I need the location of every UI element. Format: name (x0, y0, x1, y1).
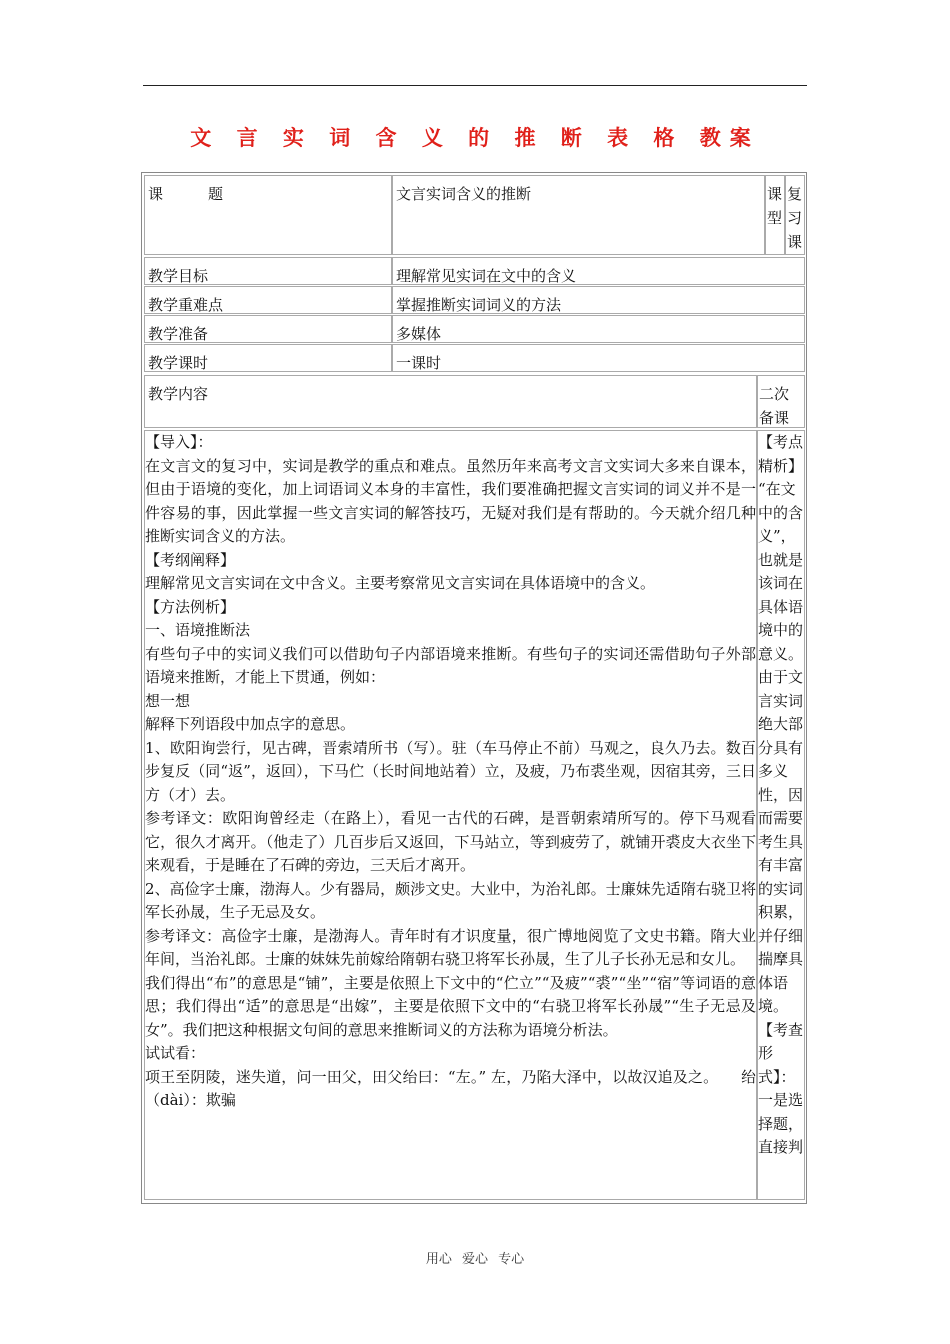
second-lesson-notes (757, 430, 805, 1200)
side-paragraph: 【考点精析】 (758, 433, 804, 475)
preparation-label-cell (144, 315, 392, 343)
row-label: 教学重难点 (148, 296, 224, 314)
footer-word: 用心 (425, 1252, 452, 1267)
type-value-cell (785, 175, 805, 255)
content-paragraph: 解释下列语段中加点字的意思。 (145, 715, 356, 733)
row-value: 掌握推断实词词义的方法 (396, 296, 562, 314)
content-paragraph: 2、高俭字士廉，渤海人。少有器局，颇涉文史。大业中，为治礼郎。士廉妹先适隋右骁卫将军长孙晟，生子无忌及女。 (145, 879, 756, 921)
objective-value-cell (392, 257, 805, 285)
content-paragraph: 【方法例析】 (145, 597, 236, 616)
content-paragraph: 参考译文：高俭字士廉，是渤海人。青年时有才识度量，很广博地阅览了文史书籍。隋大业年间，当治礼郎。士廉的妹妹先前嫁给隋朝右骁卫将军长孙晟，生了儿子长孙无忌和女儿。 (145, 926, 756, 968)
topic-value-cell (392, 175, 765, 255)
type-label: 课型 (767, 185, 783, 227)
hours-label-cell (144, 344, 392, 372)
row-label: 教学准备 (148, 325, 209, 343)
hours-value-cell (392, 344, 805, 372)
teaching-content (144, 430, 757, 1200)
content-paragraph: 试试看： (145, 1044, 206, 1062)
topic-value: 文言实词含义的推断 (396, 185, 532, 203)
page-footer (0, 1248, 950, 1267)
content-label: 教学内容 (148, 385, 209, 403)
difficulty-value-cell (392, 286, 805, 314)
content-paragraph: 【考纲阐释】 (145, 550, 236, 569)
side-label-cell (757, 375, 805, 428)
type-value: 复习课 (787, 185, 803, 251)
content-paragraph: 1、欧阳询尝行，见古碑，晋索靖所书（写）。驻（车马停止不前）马观之，良久乃去。数百步复反（同“返”，返回），下马伫（长时间地站着）立，及疲，乃布裘坐观，因宿其旁，三日方（才）去。 (145, 738, 756, 804)
type-label-cell (765, 175, 785, 255)
side-label: 二次备课 (759, 385, 790, 427)
content-paragraph: 理解常见文言实词在文中含义。主要考察常见文言实词在具体语境中的含义。 (145, 574, 656, 592)
side-paragraph: 【考查形式】： (758, 1020, 804, 1086)
row-label: 教学课时 (148, 354, 209, 372)
content-paragraph: 【导入】： (145, 433, 213, 451)
footer-word: 专心 (498, 1252, 525, 1267)
row-value: 多媒体 (396, 325, 442, 343)
content-paragraph: 我们得出“布”的意思是“铺”，主要是依照上下文中的“伫立”“及疲”“裘”“坐”“宿”等词语的意思；我们得出“适”的意思是“出嫁”，主要是依照下文中的“右骁卫将军长孙晟”“生子无忌及女”。我们把这种根据文句间的意思来推断词义的方法称为语境分析法。 (145, 973, 756, 1039)
content-paragraph: 参考译文：欧阳询曾经走（在路上），看见一古代的石碑，是晋朝索靖所写的。停下马观看它，很久才离开。（他走了）几百步后又返回，下马站立，等到疲劳了，就铺开裘皮大衣坐下来观看，于是睡在了石碑的旁边，三天后才离开。 (145, 809, 756, 874)
content-paragraph: 想一想 (145, 691, 191, 710)
footer-word: 爱心 (461, 1252, 488, 1267)
header-rule (143, 85, 807, 86)
side-paragraph: “在文中的含义”，也就是该词在具体语境中的意义。由于文言实词绝大部分具有多义性，因而需要考生具有丰富的实词积累，并仔细揣摩具体语境。 (758, 480, 804, 1015)
content-paragraph: 有些句子中的实词义我们可以借助句子内部语境来推断。有些句子的实词还需借助句子外部语境来推断，才能上下贯通，例如： (145, 644, 756, 686)
difficulty-label-cell (144, 286, 392, 314)
row-value: 一课时 (396, 354, 442, 372)
content-paragraph: 在文言文的复习中，实词是教学的重点和难点。虽然历年来高考文言文实词大多来自课本，但由于语境的变化，加上词语词义本身的丰富性，我们要准确把握文言实词的词义并不是一件容易的事，因此掌握一些文言实词的解答技巧，无疑对我们是有帮助的。今天就介绍几种推断实词含义的方法。 (145, 456, 756, 545)
objective-label-cell (144, 257, 392, 285)
content-paragraph: 项王至阴陵，迷失道，问一田父，田父绐曰：“左。” 左，乃陷大泽中，以故汉追及之。 绐（dài）：欺骗 (145, 1067, 756, 1109)
document-title: 文 言 实 词 含 义 的 推 断 表 格 教案 (190, 125, 760, 150)
content-paragraph: 一、语境推断法 (145, 621, 251, 639)
topic-label: 课 题 (148, 185, 224, 203)
content-label-cell (144, 375, 757, 428)
preparation-value-cell (392, 315, 805, 343)
topic-label-cell (144, 175, 392, 255)
side-paragraph: 一是选择题，直接判 (758, 1091, 804, 1156)
row-value: 理解常见实词在文中的含义 (396, 267, 577, 285)
row-label: 教学目标 (148, 267, 209, 285)
